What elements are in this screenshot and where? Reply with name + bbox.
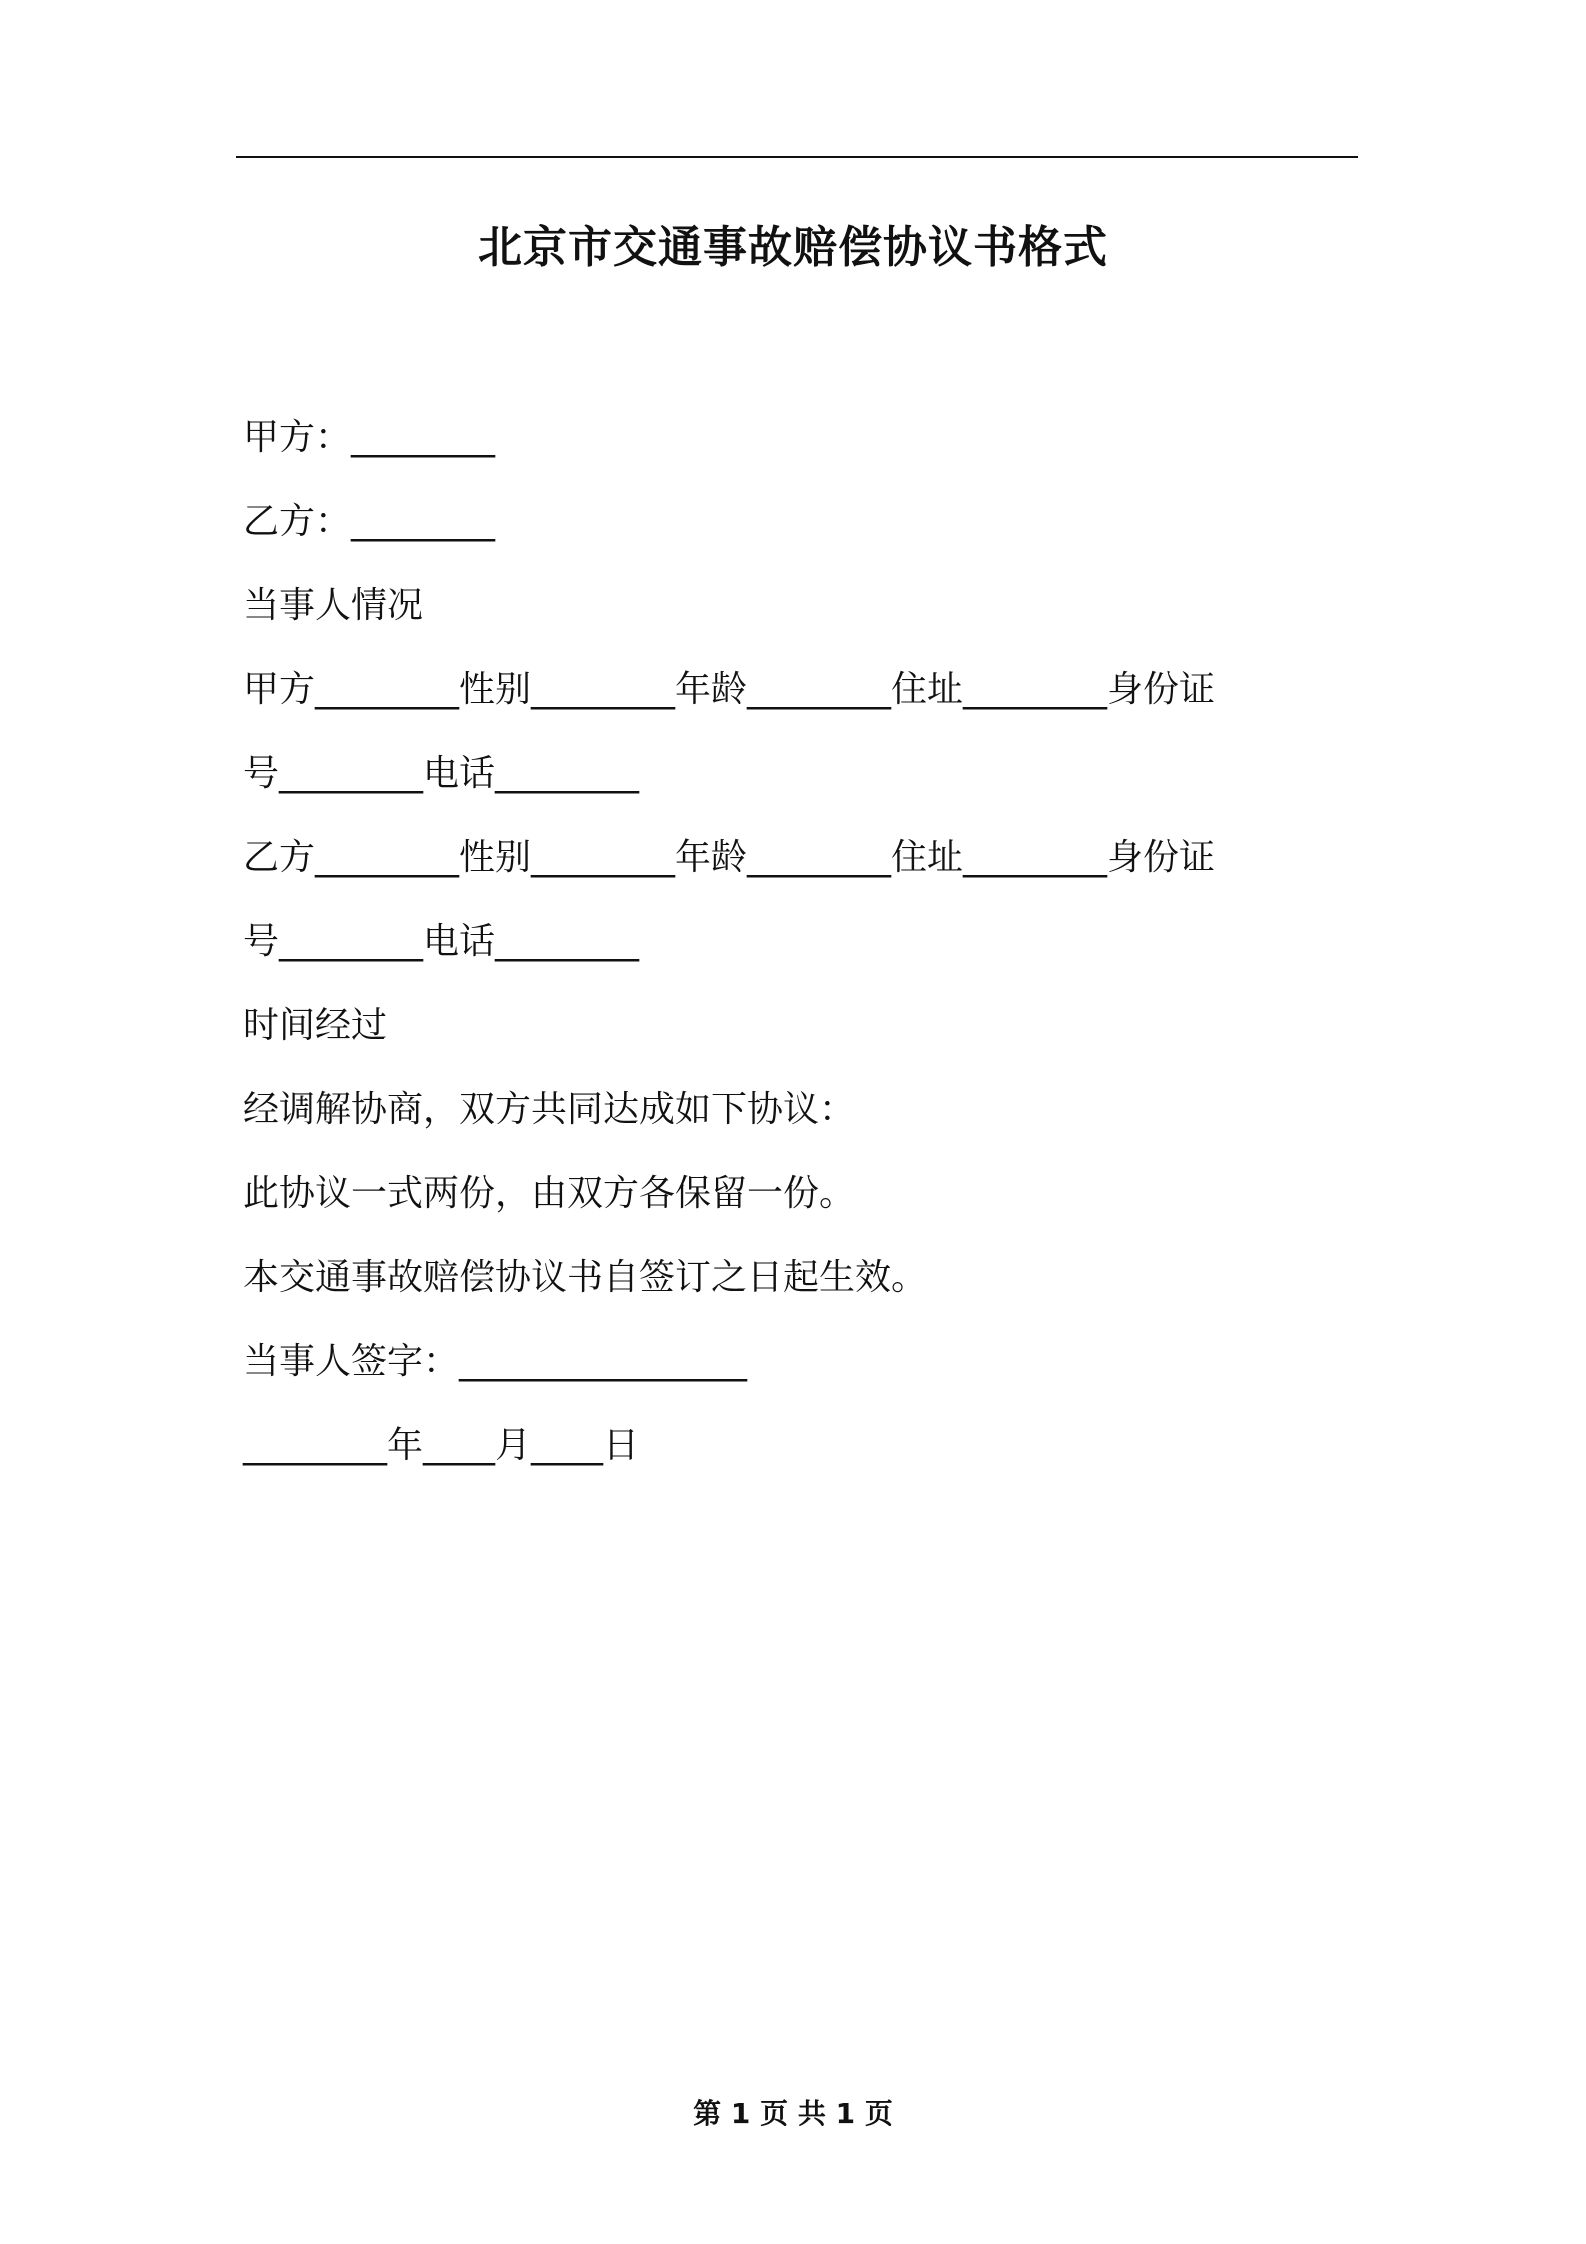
effective-clause: 本交通事故赔偿协议书自签订之日起生效。 xyxy=(243,1257,928,1298)
date-line: ________年____月____日 xyxy=(243,1425,639,1466)
page-number: 第 1 页 共 1 页 xyxy=(693,2097,893,2130)
party-a-line: 甲方：________ xyxy=(243,417,496,458)
signature-line: 当事人签字：________________ xyxy=(243,1341,748,1382)
document-body xyxy=(243,408,1358,1500)
copies-clause: 此协议一式两份，由双方各保留一份。 xyxy=(243,1173,856,1214)
party-b-details-line-1: 乙方________性别________年龄________住址________身份证 xyxy=(243,837,1216,878)
party-b-details-line-2: 号________电话________ xyxy=(243,921,640,962)
agreement-intro: 经调解协商，双方共同达成如下协议： xyxy=(243,1089,856,1130)
incident-heading: 时间经过 xyxy=(243,1005,388,1046)
party-a-details-line-1: 甲方________性别________年龄________住址________身份证 xyxy=(243,669,1216,710)
party-b-line: 乙方：________ xyxy=(243,501,496,542)
parties-info-heading: 当事人情况 xyxy=(243,585,424,626)
header-rule xyxy=(236,156,1358,158)
document-title: 北京市交通事故赔偿协议书格式 xyxy=(478,222,1108,273)
party-a-details-line-2: 号________电话________ xyxy=(243,753,640,794)
